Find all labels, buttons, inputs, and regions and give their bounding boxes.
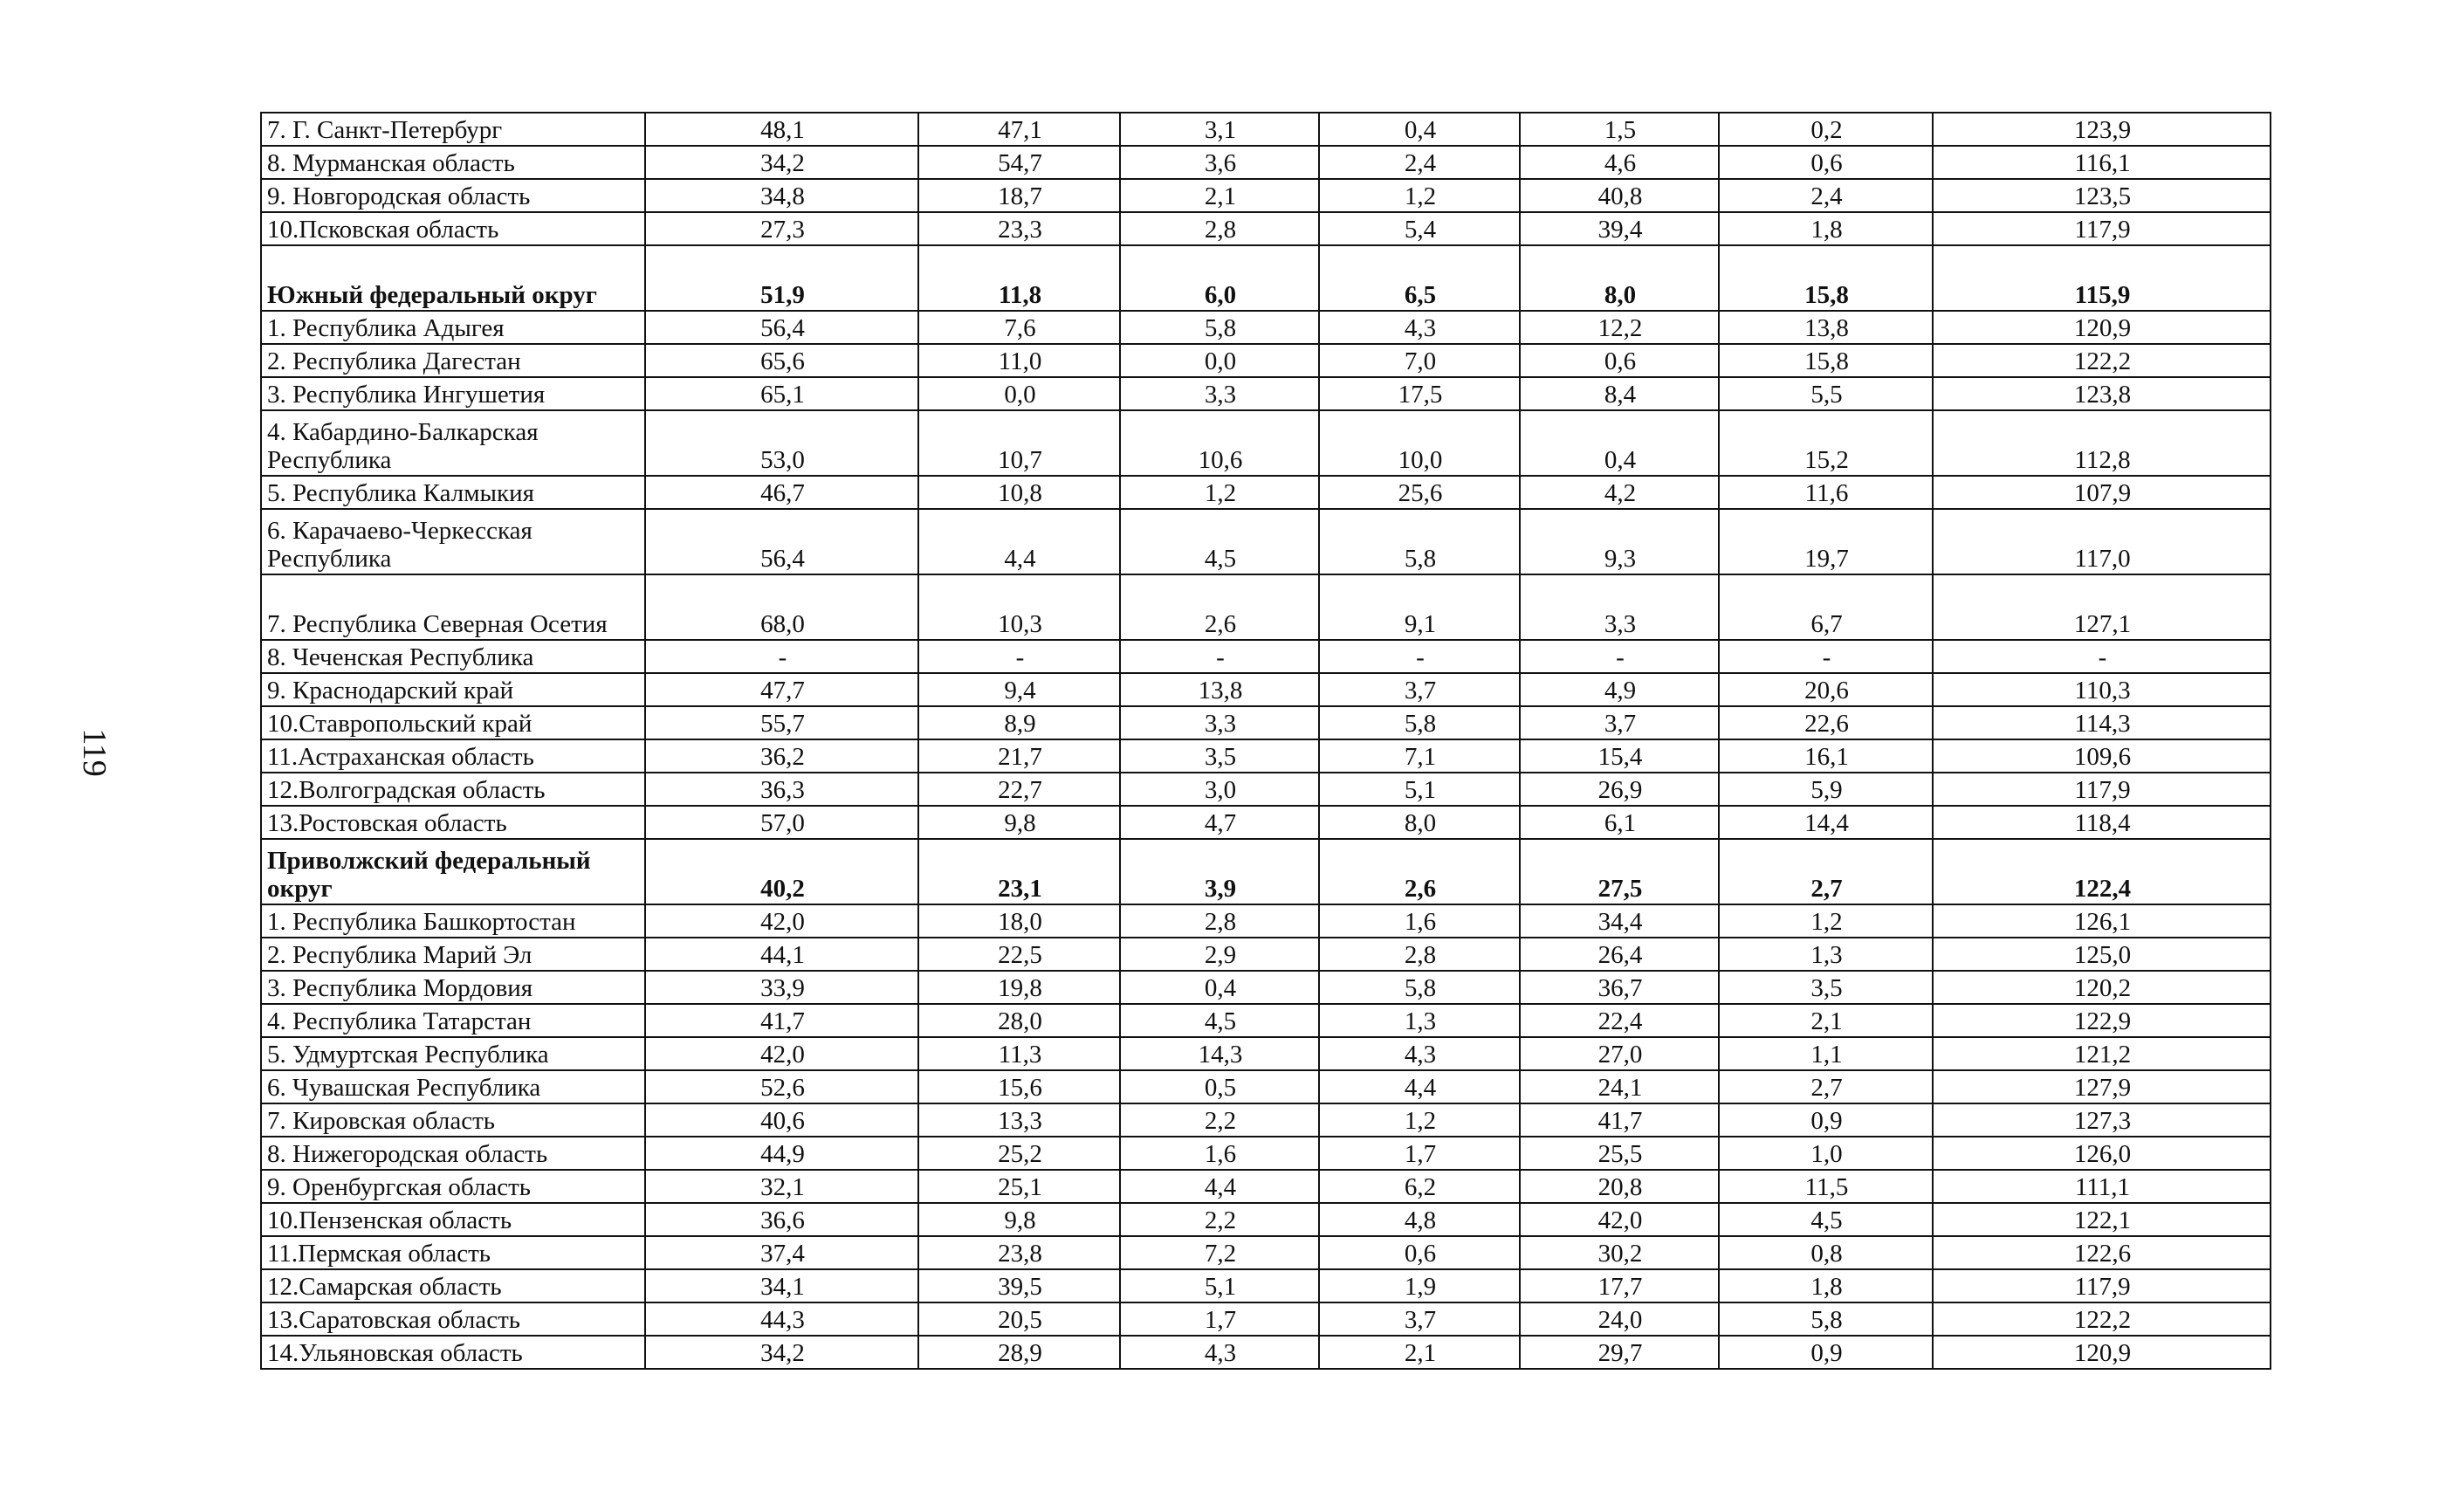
value-cell-col-3: 2,6 bbox=[1120, 574, 1319, 640]
value-cell-col-6: - bbox=[1719, 640, 1933, 673]
value-cell-col-2: 39,5 bbox=[918, 1269, 1120, 1302]
value-cell-col-3: 6,0 bbox=[1120, 245, 1319, 311]
value-cell-col-5: 39,4 bbox=[1520, 212, 1719, 245]
value-cell-col-5: 15,4 bbox=[1520, 739, 1719, 773]
value-cell-col-3: 0,5 bbox=[1120, 1070, 1319, 1103]
value-cell-col-4: 2,4 bbox=[1319, 146, 1520, 179]
value-cell-col-1: 34,2 bbox=[645, 146, 918, 179]
table-row bbox=[261, 410, 2271, 476]
value-cell-col-7: - bbox=[1933, 640, 2271, 673]
value-cell-col-6: 0,2 bbox=[1719, 113, 1933, 146]
value-cell-col-6: 6,7 bbox=[1719, 574, 1933, 640]
value-cell-col-3: 7,2 bbox=[1120, 1236, 1319, 1269]
value-cell-col-7: 122,6 bbox=[1933, 1236, 2271, 1269]
value-cell-col-1: 68,0 bbox=[645, 574, 918, 640]
value-cell-col-5: 8,0 bbox=[1520, 245, 1719, 311]
value-cell-col-1: 34,8 bbox=[645, 179, 918, 212]
value-cell-col-3: 13,8 bbox=[1120, 673, 1319, 706]
region-name-cell: 4. Республика Татарстан bbox=[261, 1004, 645, 1037]
value-cell-col-7: 127,3 bbox=[1933, 1103, 2271, 1137]
region-name-cell: 11.Астраханская область bbox=[261, 739, 645, 773]
value-cell-col-2: 21,7 bbox=[918, 739, 1120, 773]
value-cell-col-4: 1,6 bbox=[1319, 904, 1520, 938]
value-cell-col-1: 52,6 bbox=[645, 1070, 918, 1103]
value-cell-col-7: 120,9 bbox=[1933, 1336, 2271, 1369]
value-cell-col-1: 40,6 bbox=[645, 1103, 918, 1137]
value-cell-col-7: 117,9 bbox=[1933, 212, 2271, 245]
value-cell-col-1: 40,2 bbox=[645, 839, 918, 904]
value-cell-col-6: 22,6 bbox=[1719, 706, 1933, 739]
value-cell-col-6: 15,2 bbox=[1719, 410, 1933, 476]
value-cell-col-2: 22,7 bbox=[918, 773, 1120, 806]
value-cell-col-6: 0,9 bbox=[1719, 1336, 1933, 1369]
value-cell-col-3: 2,9 bbox=[1120, 938, 1319, 971]
region-name-cell: 2. Республика Дагестан bbox=[261, 344, 645, 377]
value-cell-col-6: 1,3 bbox=[1719, 938, 1933, 971]
value-cell-col-6: 5,9 bbox=[1719, 773, 1933, 806]
value-cell-col-6: 15,8 bbox=[1719, 245, 1933, 311]
value-cell-col-4: 7,1 bbox=[1319, 739, 1520, 773]
value-cell-col-2: 25,1 bbox=[918, 1170, 1120, 1203]
value-cell-col-1: 53,0 bbox=[645, 410, 918, 476]
value-cell-col-4: 6,2 bbox=[1319, 1170, 1520, 1203]
value-cell-col-7: 122,9 bbox=[1933, 1004, 2271, 1037]
region-name-cell: Южный федеральный округ bbox=[261, 245, 645, 311]
value-cell-col-7: 123,9 bbox=[1933, 113, 2271, 146]
value-cell-col-7: 117,9 bbox=[1933, 773, 2271, 806]
value-cell-col-5: - bbox=[1520, 640, 1719, 673]
value-cell-col-3: 4,5 bbox=[1120, 509, 1319, 574]
value-cell-col-4: 1,3 bbox=[1319, 1004, 1520, 1037]
value-cell-col-4: 5,8 bbox=[1319, 971, 1520, 1004]
value-cell-col-4: 2,8 bbox=[1319, 938, 1520, 971]
value-cell-col-1: 47,7 bbox=[645, 673, 918, 706]
value-cell-col-4: 6,5 bbox=[1319, 245, 1520, 311]
value-cell-col-5: 24,1 bbox=[1520, 1070, 1719, 1103]
regional-data-table bbox=[260, 112, 2271, 1370]
value-cell-col-2: 0,0 bbox=[918, 377, 1120, 410]
region-name-cell: 10.Пензенская область bbox=[261, 1203, 645, 1236]
value-cell-col-7: 125,0 bbox=[1933, 938, 2271, 971]
table-row bbox=[261, 904, 2271, 938]
value-cell-col-3: 2,2 bbox=[1120, 1203, 1319, 1236]
value-cell-col-1: 44,1 bbox=[645, 938, 918, 971]
value-cell-col-5: 9,3 bbox=[1520, 509, 1719, 574]
value-cell-col-4: 4,3 bbox=[1319, 1037, 1520, 1070]
value-cell-col-5: 17,7 bbox=[1520, 1269, 1719, 1302]
page-number: 119 bbox=[75, 728, 113, 777]
table-row bbox=[261, 311, 2271, 344]
value-cell-col-3: 2,2 bbox=[1120, 1103, 1319, 1137]
value-cell-col-7: 114,3 bbox=[1933, 706, 2271, 739]
value-cell-col-5: 30,2 bbox=[1520, 1236, 1719, 1269]
region-name-cell: 8. Мурманская область bbox=[261, 146, 645, 179]
value-cell-col-5: 41,7 bbox=[1520, 1103, 1719, 1137]
value-cell-col-5: 34,4 bbox=[1520, 904, 1719, 938]
value-cell-col-2: 18,7 bbox=[918, 179, 1120, 212]
region-name-cell: 8. Чеченская Республика bbox=[261, 640, 645, 673]
table-row bbox=[261, 574, 2271, 640]
table-row bbox=[261, 1302, 2271, 1336]
value-cell-col-7: 120,9 bbox=[1933, 311, 2271, 344]
value-cell-col-7: 123,8 bbox=[1933, 377, 2271, 410]
value-cell-col-2: 10,7 bbox=[918, 410, 1120, 476]
value-cell-col-6: 16,1 bbox=[1719, 739, 1933, 773]
value-cell-col-3: 3,0 bbox=[1120, 773, 1319, 806]
value-cell-col-3: 3,5 bbox=[1120, 739, 1319, 773]
value-cell-col-7: 110,3 bbox=[1933, 673, 2271, 706]
value-cell-col-4: 8,0 bbox=[1319, 806, 1520, 839]
value-cell-col-6: 1,2 bbox=[1719, 904, 1933, 938]
table-row bbox=[261, 146, 2271, 179]
value-cell-col-5: 20,8 bbox=[1520, 1170, 1719, 1203]
region-name-cell: 1. Республика Башкортостан bbox=[261, 904, 645, 938]
value-cell-col-7: 122,1 bbox=[1933, 1203, 2271, 1236]
value-cell-col-2: 23,1 bbox=[918, 839, 1120, 904]
value-cell-col-4: 5,1 bbox=[1319, 773, 1520, 806]
value-cell-col-5: 4,2 bbox=[1520, 476, 1719, 509]
value-cell-col-6: 15,8 bbox=[1719, 344, 1933, 377]
value-cell-col-4: 10,0 bbox=[1319, 410, 1520, 476]
value-cell-col-6: 5,8 bbox=[1719, 1302, 1933, 1336]
region-name-cell: 3. Республика Мордовия bbox=[261, 971, 645, 1004]
value-cell-col-6: 1,0 bbox=[1719, 1137, 1933, 1170]
value-cell-col-7: 122,2 bbox=[1933, 1302, 2271, 1336]
value-cell-col-6: 11,6 bbox=[1719, 476, 1933, 509]
value-cell-col-7: 127,1 bbox=[1933, 574, 2271, 640]
value-cell-col-1: 56,4 bbox=[645, 509, 918, 574]
table-row bbox=[261, 1004, 2271, 1037]
value-cell-col-2: 23,3 bbox=[918, 212, 1120, 245]
value-cell-col-2: 11,0 bbox=[918, 344, 1120, 377]
value-cell-col-1: 36,3 bbox=[645, 773, 918, 806]
table-row bbox=[261, 673, 2271, 706]
value-cell-col-3: 2,8 bbox=[1120, 212, 1319, 245]
region-name-cell: 10.Ставропольский край bbox=[261, 706, 645, 739]
value-cell-col-6: 2,7 bbox=[1719, 839, 1933, 904]
value-cell-col-3: 2,8 bbox=[1120, 904, 1319, 938]
value-cell-col-1: 65,1 bbox=[645, 377, 918, 410]
region-name-cell: 8. Нижегородская область bbox=[261, 1137, 645, 1170]
region-name-cell: 5. Республика Калмыкия bbox=[261, 476, 645, 509]
value-cell-col-1: 42,0 bbox=[645, 904, 918, 938]
value-cell-col-4: - bbox=[1319, 640, 1520, 673]
value-cell-col-2: 28,9 bbox=[918, 1336, 1120, 1369]
value-cell-col-5: 27,0 bbox=[1520, 1037, 1719, 1070]
value-cell-col-5: 12,2 bbox=[1520, 311, 1719, 344]
value-cell-col-3: 1,7 bbox=[1120, 1302, 1319, 1336]
value-cell-col-7: 120,2 bbox=[1933, 971, 2271, 1004]
value-cell-col-7: 118,4 bbox=[1933, 806, 2271, 839]
value-cell-col-5: 40,8 bbox=[1520, 179, 1719, 212]
region-name-cell: 9. Новгородская область bbox=[261, 179, 645, 212]
value-cell-col-3: 1,2 bbox=[1120, 476, 1319, 509]
value-cell-col-1: 34,2 bbox=[645, 1336, 918, 1369]
value-cell-col-2: 18,0 bbox=[918, 904, 1120, 938]
table-row bbox=[261, 377, 2271, 410]
value-cell-col-3: 3,6 bbox=[1120, 146, 1319, 179]
district-summary-row bbox=[261, 839, 2271, 904]
region-name-cell: 6. Карачаево-Черкесская Республика bbox=[261, 509, 645, 574]
value-cell-col-6: 13,8 bbox=[1719, 311, 1933, 344]
value-cell-col-4: 5,4 bbox=[1319, 212, 1520, 245]
value-cell-col-3: 5,8 bbox=[1120, 311, 1319, 344]
value-cell-col-2: 25,2 bbox=[918, 1137, 1120, 1170]
value-cell-col-6: 14,4 bbox=[1719, 806, 1933, 839]
value-cell-col-7: 111,1 bbox=[1933, 1170, 2271, 1203]
table-row bbox=[261, 971, 2271, 1004]
value-cell-col-2: 22,5 bbox=[918, 938, 1120, 971]
value-cell-col-2: 23,8 bbox=[918, 1236, 1120, 1269]
value-cell-col-5: 0,4 bbox=[1520, 410, 1719, 476]
value-cell-col-4: 5,8 bbox=[1319, 706, 1520, 739]
value-cell-col-2: 47,1 bbox=[918, 113, 1120, 146]
table-row bbox=[261, 1070, 2271, 1103]
value-cell-col-4: 0,4 bbox=[1319, 113, 1520, 146]
value-cell-col-7: 123,5 bbox=[1933, 179, 2271, 212]
table-row bbox=[261, 1336, 2271, 1369]
value-cell-col-1: 57,0 bbox=[645, 806, 918, 839]
table-row bbox=[261, 739, 2271, 773]
value-cell-col-3: 3,3 bbox=[1120, 377, 1319, 410]
value-cell-col-6: 20,6 bbox=[1719, 673, 1933, 706]
value-cell-col-6: 11,5 bbox=[1719, 1170, 1933, 1203]
table-row bbox=[261, 1269, 2271, 1302]
table-row bbox=[261, 476, 2271, 509]
value-cell-col-1: 56,4 bbox=[645, 311, 918, 344]
value-cell-col-1: 65,6 bbox=[645, 344, 918, 377]
table-row bbox=[261, 1037, 2271, 1070]
table-row bbox=[261, 1137, 2271, 1170]
value-cell-col-1: 51,9 bbox=[645, 245, 918, 311]
value-cell-col-1: 33,9 bbox=[645, 971, 918, 1004]
value-cell-col-2: 20,5 bbox=[918, 1302, 1120, 1336]
value-cell-col-4: 9,1 bbox=[1319, 574, 1520, 640]
value-cell-col-7: 127,9 bbox=[1933, 1070, 2271, 1103]
table-row bbox=[261, 1236, 2271, 1269]
region-name-cell: 7. Кировская область bbox=[261, 1103, 645, 1137]
value-cell-col-2: 9,4 bbox=[918, 673, 1120, 706]
value-cell-col-4: 4,3 bbox=[1319, 311, 1520, 344]
region-name-cell: 13.Ростовская область bbox=[261, 806, 645, 839]
table-row bbox=[261, 1203, 2271, 1236]
value-cell-col-6: 4,5 bbox=[1719, 1203, 1933, 1236]
table-row bbox=[261, 179, 2271, 212]
value-cell-col-3: 0,4 bbox=[1120, 971, 1319, 1004]
table-row bbox=[261, 938, 2271, 971]
value-cell-col-6: 1,8 bbox=[1719, 212, 1933, 245]
value-cell-col-1: 44,9 bbox=[645, 1137, 918, 1170]
value-cell-col-2: 10,3 bbox=[918, 574, 1120, 640]
table-row bbox=[261, 1170, 2271, 1203]
value-cell-col-7: 117,0 bbox=[1933, 509, 2271, 574]
value-cell-col-6: 1,1 bbox=[1719, 1037, 1933, 1070]
value-cell-col-6: 2,4 bbox=[1719, 179, 1933, 212]
value-cell-col-5: 1,5 bbox=[1520, 113, 1719, 146]
value-cell-col-4: 3,7 bbox=[1319, 1302, 1520, 1336]
value-cell-col-1: 27,3 bbox=[645, 212, 918, 245]
value-cell-col-5: 22,4 bbox=[1520, 1004, 1719, 1037]
value-cell-col-4: 2,6 bbox=[1319, 839, 1520, 904]
value-cell-col-1: 55,7 bbox=[645, 706, 918, 739]
value-cell-col-1: 42,0 bbox=[645, 1037, 918, 1070]
value-cell-col-2: 28,0 bbox=[918, 1004, 1120, 1037]
value-cell-col-7: 117,9 bbox=[1933, 1269, 2271, 1302]
value-cell-col-5: 42,0 bbox=[1520, 1203, 1719, 1236]
value-cell-col-7: 107,9 bbox=[1933, 476, 2271, 509]
value-cell-col-5: 26,9 bbox=[1520, 773, 1719, 806]
region-name-cell: 14.Ульяновская область bbox=[261, 1336, 645, 1369]
value-cell-col-4: 17,5 bbox=[1319, 377, 1520, 410]
value-cell-col-5: 3,3 bbox=[1520, 574, 1719, 640]
value-cell-col-7: 122,2 bbox=[1933, 344, 2271, 377]
table-row bbox=[261, 640, 2271, 673]
value-cell-col-2: 54,7 bbox=[918, 146, 1120, 179]
value-cell-col-1: 34,1 bbox=[645, 1269, 918, 1302]
value-cell-col-4: 1,7 bbox=[1319, 1137, 1520, 1170]
value-cell-col-6: 0,8 bbox=[1719, 1236, 1933, 1269]
table-row bbox=[261, 706, 2271, 739]
value-cell-col-1: 41,7 bbox=[645, 1004, 918, 1037]
region-name-cell: 7. Г. Санкт-Петербург bbox=[261, 113, 645, 146]
table-row bbox=[261, 1103, 2271, 1137]
value-cell-col-1: 32,1 bbox=[645, 1170, 918, 1203]
value-cell-col-2: - bbox=[918, 640, 1120, 673]
region-name-cell: 13.Саратовская область bbox=[261, 1302, 645, 1336]
region-name-cell: 10.Псковская область bbox=[261, 212, 645, 245]
value-cell-col-7: 126,1 bbox=[1933, 904, 2271, 938]
value-cell-col-3: 14,3 bbox=[1120, 1037, 1319, 1070]
table-row bbox=[261, 509, 2271, 574]
value-cell-col-7: 121,2 bbox=[1933, 1037, 2271, 1070]
value-cell-col-3: 1,6 bbox=[1120, 1137, 1319, 1170]
value-cell-col-5: 4,9 bbox=[1520, 673, 1719, 706]
value-cell-col-7: 122,4 bbox=[1933, 839, 2271, 904]
value-cell-col-5: 36,7 bbox=[1520, 971, 1719, 1004]
value-cell-col-2: 9,8 bbox=[918, 806, 1120, 839]
value-cell-col-2: 9,8 bbox=[918, 1203, 1120, 1236]
value-cell-col-5: 24,0 bbox=[1520, 1302, 1719, 1336]
value-cell-col-4: 25,6 bbox=[1319, 476, 1520, 509]
table-row bbox=[261, 212, 2271, 245]
value-cell-col-7: 112,8 bbox=[1933, 410, 2271, 476]
region-name-cell: 6. Чувашская Республика bbox=[261, 1070, 645, 1103]
value-cell-col-5: 26,4 bbox=[1520, 938, 1719, 971]
value-cell-col-2: 19,8 bbox=[918, 971, 1120, 1004]
region-name-cell: 1. Республика Адыгея bbox=[261, 311, 645, 344]
table-row bbox=[261, 113, 2271, 146]
value-cell-col-3: 3,9 bbox=[1120, 839, 1319, 904]
region-name-cell: 12.Самарская область bbox=[261, 1269, 645, 1302]
value-cell-col-3: - bbox=[1120, 640, 1319, 673]
region-name-cell: 5. Удмуртская Республика bbox=[261, 1037, 645, 1070]
value-cell-col-4: 2,1 bbox=[1319, 1336, 1520, 1369]
value-cell-col-4: 4,8 bbox=[1319, 1203, 1520, 1236]
value-cell-col-3: 0,0 bbox=[1120, 344, 1319, 377]
region-name-cell: 11.Пермская область bbox=[261, 1236, 645, 1269]
value-cell-col-3: 10,6 bbox=[1120, 410, 1319, 476]
value-cell-col-3: 5,1 bbox=[1120, 1269, 1319, 1302]
value-cell-col-6: 19,7 bbox=[1719, 509, 1933, 574]
table-row bbox=[261, 773, 2271, 806]
value-cell-col-2: 8,9 bbox=[918, 706, 1120, 739]
value-cell-col-6: 5,5 bbox=[1719, 377, 1933, 410]
value-cell-col-2: 11,3 bbox=[918, 1037, 1120, 1070]
region-name-cell: 3. Республика Ингушетия bbox=[261, 377, 645, 410]
value-cell-col-5: 27,5 bbox=[1520, 839, 1719, 904]
value-cell-col-5: 25,5 bbox=[1520, 1137, 1719, 1170]
value-cell-col-7: 115,9 bbox=[1933, 245, 2271, 311]
value-cell-col-3: 4,5 bbox=[1120, 1004, 1319, 1037]
value-cell-col-3: 4,3 bbox=[1120, 1336, 1319, 1369]
value-cell-col-1: 36,2 bbox=[645, 739, 918, 773]
value-cell-col-1: - bbox=[645, 640, 918, 673]
region-name-cell: 9. Оренбургская область bbox=[261, 1170, 645, 1203]
value-cell-col-4: 3,7 bbox=[1319, 673, 1520, 706]
value-cell-col-4: 1,9 bbox=[1319, 1269, 1520, 1302]
value-cell-col-4: 1,2 bbox=[1319, 1103, 1520, 1137]
table-row bbox=[261, 344, 2271, 377]
value-cell-col-1: 37,4 bbox=[645, 1236, 918, 1269]
value-cell-col-2: 4,4 bbox=[918, 509, 1120, 574]
region-name-cell: 4. Кабардино-Балкарская Республика bbox=[261, 410, 645, 476]
value-cell-col-6: 1,8 bbox=[1719, 1269, 1933, 1302]
value-cell-col-1: 44,3 bbox=[645, 1302, 918, 1336]
value-cell-col-5: 29,7 bbox=[1520, 1336, 1719, 1369]
region-name-cell: 9. Краснодарский край bbox=[261, 673, 645, 706]
value-cell-col-3: 4,4 bbox=[1120, 1170, 1319, 1203]
district-summary-row bbox=[261, 245, 2271, 311]
value-cell-col-3: 3,3 bbox=[1120, 706, 1319, 739]
value-cell-col-7: 109,6 bbox=[1933, 739, 2271, 773]
value-cell-col-6: 0,9 bbox=[1719, 1103, 1933, 1137]
value-cell-col-5: 3,7 bbox=[1520, 706, 1719, 739]
value-cell-col-1: 36,6 bbox=[645, 1203, 918, 1236]
value-cell-col-3: 3,1 bbox=[1120, 113, 1319, 146]
value-cell-col-1: 46,7 bbox=[645, 476, 918, 509]
region-name-cell: 12.Волгоградская область bbox=[261, 773, 645, 806]
value-cell-col-6: 2,1 bbox=[1719, 1004, 1933, 1037]
value-cell-col-4: 5,8 bbox=[1319, 509, 1520, 574]
value-cell-col-3: 2,1 bbox=[1120, 179, 1319, 212]
value-cell-col-1: 48,1 bbox=[645, 113, 918, 146]
value-cell-col-6: 0,6 bbox=[1719, 146, 1933, 179]
value-cell-col-2: 13,3 bbox=[918, 1103, 1120, 1137]
value-cell-col-4: 1,2 bbox=[1319, 179, 1520, 212]
value-cell-col-4: 4,4 bbox=[1319, 1070, 1520, 1103]
value-cell-col-2: 10,8 bbox=[918, 476, 1120, 509]
value-cell-col-5: 8,4 bbox=[1520, 377, 1719, 410]
value-cell-col-2: 7,6 bbox=[918, 311, 1120, 344]
value-cell-col-2: 11,8 bbox=[918, 245, 1120, 311]
value-cell-col-6: 2,7 bbox=[1719, 1070, 1933, 1103]
value-cell-col-7: 126,0 bbox=[1933, 1137, 2271, 1170]
region-name-cell: 2. Республика Марий Эл bbox=[261, 938, 645, 971]
value-cell-col-4: 0,6 bbox=[1319, 1236, 1520, 1269]
region-name-cell: 7. Республика Северная Осетия bbox=[261, 574, 645, 640]
value-cell-col-5: 0,6 bbox=[1520, 344, 1719, 377]
value-cell-col-5: 6,1 bbox=[1520, 806, 1719, 839]
value-cell-col-3: 4,7 bbox=[1120, 806, 1319, 839]
value-cell-col-7: 116,1 bbox=[1933, 146, 2271, 179]
region-name-cell: Приволжский федеральный округ bbox=[261, 839, 645, 904]
value-cell-col-5: 4,6 bbox=[1520, 146, 1719, 179]
value-cell-col-6: 3,5 bbox=[1719, 971, 1933, 1004]
table-row bbox=[261, 806, 2271, 839]
value-cell-col-2: 15,6 bbox=[918, 1070, 1120, 1103]
value-cell-col-4: 7,0 bbox=[1319, 344, 1520, 377]
